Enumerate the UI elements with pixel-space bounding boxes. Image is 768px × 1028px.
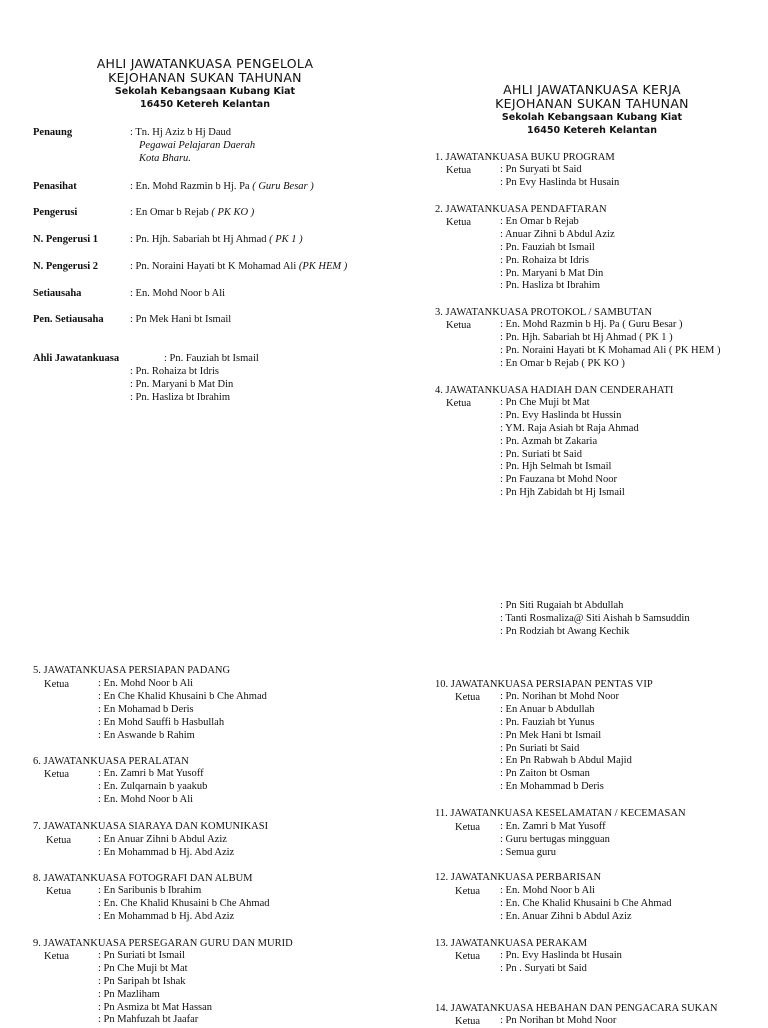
list-item: : Pn. Norihan bt Mohd Noor: [500, 691, 619, 702]
list-item: : Pn. Evy Haslinda bt Husain: [500, 950, 622, 961]
list-item: : Pn Siti Rugaiah bt Abdullah: [500, 600, 624, 611]
list-item: : Pn Asmiza bt Mat Hassan: [98, 1001, 213, 1013]
right-header-school: Sekolah Kebangsaan Kubang Kiat: [501, 112, 683, 123]
list-item: : Pn. Rohaiza bt Idris: [500, 254, 589, 266]
list-item: : En Mohamad b Deris: [98, 703, 194, 715]
committee-10-ketua: Ketua: [455, 692, 481, 703]
committee-1-ketua: Ketua: [446, 165, 472, 176]
list-item: : Pn . Suryati bt Said: [500, 962, 587, 974]
right-header-address: 16450 Ketereh Kelantan: [527, 125, 657, 136]
list-item: : En. Mohd Razmin b Hj. Pa ( Guru Besar ): [500, 319, 683, 330]
list-item: : En. Mohd Noor b Ali: [98, 678, 194, 689]
list-item: : Pn. Rohaiza bt Idris: [130, 366, 219, 377]
penaung-position: Pegawai Pelajaran Daerah: [139, 140, 256, 151]
list-item: : En. Zulqarnain b yaakub: [98, 780, 208, 792]
list-item: : Pn Evy Haslinda bt Husain: [500, 176, 620, 188]
left-header-subtitle: KEJOHANAN SUKAN TAHUNAN: [108, 70, 302, 85]
list-item: : En Mohammad b Deris: [500, 781, 604, 793]
committee-11-ketua: Ketua: [455, 822, 481, 833]
penaung-label: Penaung: [33, 127, 73, 138]
right-header-title: AHLI JAWATANKUASA KERJA: [503, 82, 681, 97]
list-item: : YM. Raja Asiah bt Raja Ahmad: [500, 422, 639, 434]
setiausaha-label: Setiausaha: [33, 288, 82, 299]
list-item: : Pn Norihan bt Mohd Noor: [500, 1015, 617, 1026]
committee-12-title: 12. JAWATANKUASA PERBARISAN: [435, 872, 602, 883]
ahli-member-list: [130, 366, 233, 405]
committee-12-members: [500, 885, 671, 924]
list-item: : En. Mohd Noor b Ali: [98, 793, 194, 805]
committee-4-members-continued: [500, 600, 690, 639]
setiausaha-value: : En. Mohd Noor b Ali: [130, 288, 226, 299]
list-item: : Pn. Fauziah bt Ismail: [500, 241, 595, 253]
list-item: : Pn Rodziah bt Awang Kechik: [500, 625, 630, 637]
committee-8-title: 8. JAWATANKUASA FOTOGRAFI DAN ALBUM: [33, 873, 253, 884]
list-item: : Pn Mahfuzah bt Jaafar: [98, 1014, 199, 1026]
list-item: : Pn Suryati bt Said: [500, 164, 582, 175]
list-item: : Pn Che Muji bt Mat: [98, 962, 188, 974]
left-header-title: AHLI JAWATANKUASA PENGELOLA: [96, 56, 314, 71]
list-item: : Pn Mazliham: [98, 988, 160, 1000]
committee-11-members: [500, 821, 610, 860]
list-item: : En Pn Rabwah b Abdul Majid: [500, 755, 632, 767]
penaung-location: Kota Bharu.: [139, 153, 191, 164]
committee-3-members: [500, 319, 720, 371]
pengerusi-label: Pengerusi: [33, 207, 78, 218]
list-item: : En Mohammad b Hj. Abd Aziz: [98, 910, 235, 922]
list-item: : Semua guru: [500, 846, 556, 858]
committee-11-title: 11. JAWATANKUASA KESELAMATAN / KECEMASAN: [435, 808, 686, 819]
npengerusi2-value: : Pn. Noraini Hayati bt K Mohamad Ali (PK HEM ): [130, 261, 348, 272]
left-header: [75, 57, 335, 111]
list-item: : Pn. Suriati bt Said: [500, 448, 582, 460]
committee-6-members: [98, 768, 207, 807]
left-header-address: 16450 Ketereh Kelantan: [140, 99, 270, 110]
committee-5-title: 5. JAWATANKUASA PERSIAPAN PADANG: [33, 665, 231, 676]
list-item: : En Omar b Rejab: [500, 216, 579, 227]
penaung-value: : Tn. Hj Aziz b Hj Daud: [130, 127, 232, 138]
committee-14-ketua: Ketua: [455, 1016, 481, 1027]
left-header-school: Sekolah Kebangsaan Kubang Kiat: [114, 86, 296, 97]
list-item: : En. Zamri b Mat Yusoff: [98, 768, 204, 779]
committee-2-title: 2. JAWATANKUASA PENDAFTARAN: [435, 204, 607, 215]
committee-9-members: [98, 950, 212, 1027]
pengerusi-value: : En Omar b Rejab ( PK KO ): [130, 207, 255, 218]
list-item: : En. Anuar Zihni b Abdul Aziz: [500, 910, 632, 922]
committee-9-ketua: Ketua: [44, 951, 70, 962]
committee-3-title: 3. JAWATANKUASA PROTOKOL / SAMBUTAN: [435, 307, 653, 318]
committee-1-title: 1. JAWATANKUASA BUKU PROGRAM: [435, 152, 615, 163]
ahli-label: Ahli Jawatankuasa: [33, 353, 120, 364]
committee-8-ketua: Ketua: [46, 886, 72, 897]
list-item: : Pn Zaiton bt Osman: [500, 768, 590, 780]
list-item: : En Omar b Rejab ( PK KO ): [500, 357, 625, 369]
list-item: : En. Zamri b Mat Yusoff: [500, 821, 606, 832]
list-item: : En Saribunis b Ibrahim: [98, 885, 202, 896]
committee-1-members: [500, 164, 619, 190]
list-item: : En Mohd Sauffi b Hasbullah: [98, 716, 225, 728]
list-item: : Pn Saripah bt Ishak: [98, 975, 186, 987]
committee-13-title: 13. JAWATANKUASA PERAKAM: [435, 938, 588, 949]
committee-2-members: [500, 216, 615, 293]
committee-3-ketua: Ketua: [446, 320, 472, 331]
list-item: : Pn. Maryani b Mat Din: [130, 378, 234, 390]
list-item: : Tanti Rosmaliza@ Siti Aishah b Samsuddin: [500, 612, 690, 624]
list-item: : Pn. Hjh. Sabariah bt Hj Ahmad ( PK 1 ): [500, 331, 673, 343]
committee-6-ketua: Ketua: [44, 769, 70, 780]
committee-4-title: 4. JAWATANKUASA HADIAH DAN CENDERAHATI: [435, 385, 674, 396]
penasihat-value: : En. Mohd Razmin b Hj. Pa ( Guru Besar ): [130, 181, 314, 192]
list-item: : Pn Suriati bt Ismail: [98, 950, 185, 961]
list-item: : Pn. Hjh Selmah bt Ismail: [500, 461, 612, 473]
committee-4-ketua: Ketua: [446, 398, 472, 409]
committee-7-ketua: Ketua: [46, 835, 72, 846]
list-item: : En. Che Khalid Khusaini b Che Ahmad: [500, 897, 672, 909]
committee-14-members: [500, 1015, 616, 1028]
list-item: : En Anuar b Abdullah: [500, 703, 595, 715]
ahli-first-member: : Pn. Fauziah bt Ismail: [164, 353, 259, 364]
committee-14-title: 14. JAWATANKUASA HEBAHAN DAN PENGACARA SUKAN: [435, 1003, 718, 1014]
list-item: : En. Mohd Noor b Ali: [500, 885, 596, 896]
committee-10-title: 10. JAWATANKUASA PERSIAPAN PENTAS VIP: [435, 679, 653, 690]
list-item: : Pn Mek Hani bt Ismail: [500, 729, 602, 741]
list-item: : En Mohammad b Hj. Abd Aziz: [98, 846, 235, 858]
committee-5-members: [98, 678, 267, 742]
list-item: : Pn Suriati bt Said: [500, 742, 580, 754]
right-header-subtitle: KEJOHANAN SUKAN TAHUNAN: [495, 96, 689, 111]
list-item: : Guru bertugas mingguan: [500, 833, 610, 845]
list-item: : Pn. Azmah bt Zakaria: [500, 435, 598, 447]
committee-4-members: [500, 397, 639, 500]
list-item: : Anuar Zihni b Abdul Aziz: [500, 228, 615, 240]
committee-5-ketua: Ketua: [44, 679, 70, 690]
list-item: : En Che Khalid Khusaini b Che Ahmad: [98, 690, 267, 702]
committee-7-members: [98, 834, 234, 860]
list-item: : Pn Che Muji bt Mat: [500, 397, 590, 408]
committee-12-ketua: Ketua: [455, 886, 481, 897]
pensetiausaha-label: Pen. Setiausaha: [33, 314, 104, 325]
committee-9-title: 9. JAWATANKUASA PERSEGARAN GURU DAN MURID: [33, 938, 293, 949]
list-item: : Pn Hjh Zabidah bt Hj Ismail: [500, 487, 625, 499]
list-item: : Pn. Maryani b Mat Din: [500, 267, 604, 279]
committee-2-ketua: Ketua: [446, 217, 472, 228]
list-item: : En Aswande b Rahim: [98, 729, 195, 741]
npengerusi2-label: N. Pengerusi 2: [33, 261, 99, 272]
npengerusi1-label: N. Pengerusi 1: [33, 234, 99, 245]
list-item: : Pn. Noraini Hayati bt K Mohamad Ali ( PK HEM ): [500, 344, 721, 356]
list-item: : Pn Fauzana bt Mohd Noor: [500, 474, 617, 486]
list-item: : Pn. Evy Haslinda bt Hussin: [500, 409, 622, 421]
list-item: : Pn. Hasliza bt Ibrahim: [500, 280, 601, 292]
penasihat-label: Penasihat: [33, 181, 77, 192]
list-item: : En Anuar Zihni b Abdul Aziz: [98, 834, 227, 845]
list-item: : Pn. Hasliza bt Ibrahim: [130, 391, 231, 403]
committee-13-ketua: Ketua: [455, 951, 481, 962]
committee-7-title: 7. JAWATANKUASA SIARAYA DAN KOMUNIKASI: [33, 821, 269, 832]
committee-6-title: 6. JAWATANKUASA PERALATAN: [33, 756, 189, 767]
committee-8-members: [98, 885, 269, 924]
committee-10-members: [500, 691, 632, 794]
list-item: : En. Che Khalid Khusaini b Che Ahmad: [98, 897, 270, 909]
pensetiausaha-value: : Pn Mek Hani bt Ismail: [130, 314, 232, 325]
npengerusi1-value: : Pn. Hjh. Sabariah bt Hj Ahmad ( PK 1 ): [130, 234, 303, 245]
committee-13-members: [500, 950, 622, 976]
list-item: : Pn. Fauziah bt Yunus: [500, 716, 595, 728]
right-header: [462, 83, 722, 137]
